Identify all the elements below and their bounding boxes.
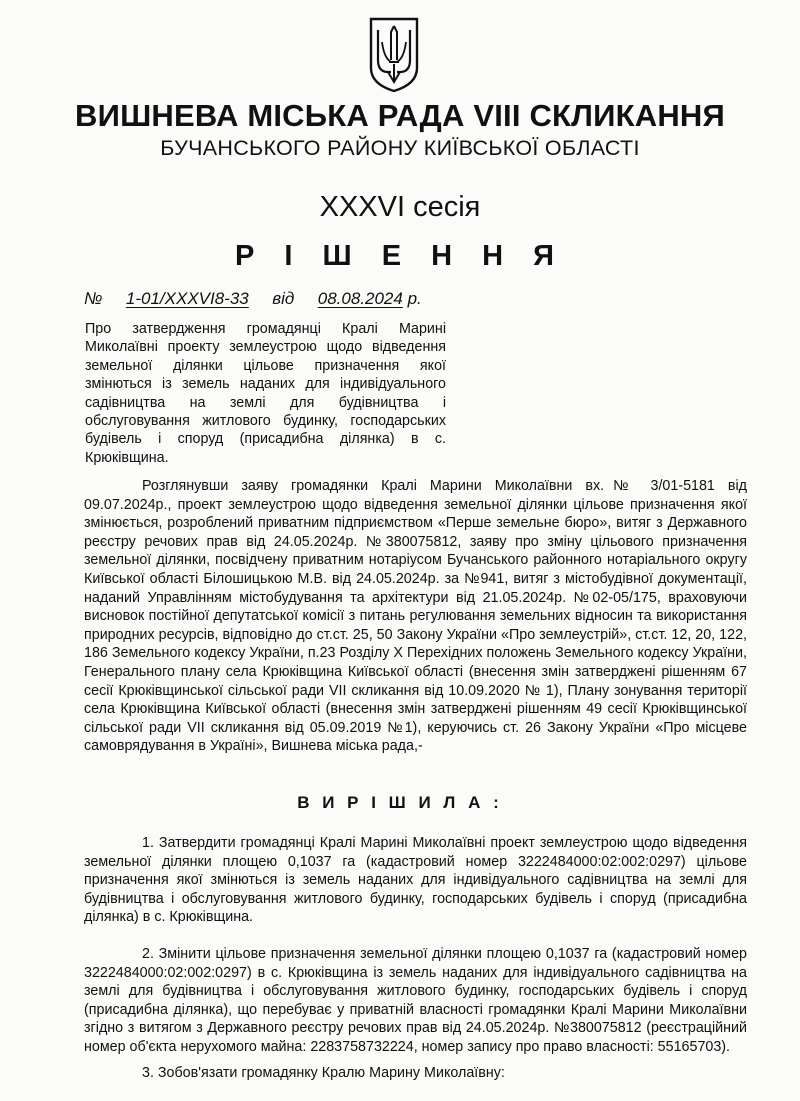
resolution-item-3: 3. Зобов'язати громадянку Кралю Марину Миколаївну: <box>142 1065 505 1081</box>
decision-number-line <box>84 289 422 309</box>
decision-subject: Про затвердження громадянці Кралі Марині Миколаївні проекту землеустрою щодо відведення земельної ділянки цільове призначення якої змінються із земель наданих для індивідуального садівництва на землі для будівництва і обслуговування житлового будинку, господарських будівель і споруд (присадибна ділянка) в с. Крюківщина. <box>85 321 446 466</box>
resolution-item-2: 2. Змінити цільове призначення земельної ділянки площею 0,1037 га (кадастровий номер 3222484000:02:002:0297) в с. Крюківщина із земель наданих для індивідуального садівництва на землі для будівництва і обслуговування житлового будинку, господарських будівель і споруд (присадибна ділянка), що перебуває у приватній власності громадянки Кралі Марини Миколаївни згідно з витягом з Державного реєстру речових прав від 24.05.2024р. №380075812 (реєстраційний номер об'єкта нерухомого майна: 2283758732224, номер запису про право власності: 55165703). <box>84 946 747 1055</box>
council-title: ВИШНЕВА МІСЬКА РАДА VIII СКЛИКАННЯ <box>75 98 725 133</box>
decision-number: 1-01/XXXVI8-33 <box>125 289 249 308</box>
session-title: XXXVI сесія <box>319 191 481 223</box>
resolved-heading: В И Р І Ш И Л А : <box>297 793 503 812</box>
number-sign: № <box>84 289 103 308</box>
preamble-paragraph: Розглянувши заяву громадянки Кралі Марини Миколаївни вх.№ 3/01-5181 від 09.07.2024р., проект землеустрою щодо відведення земельної ділянки цільове призначення якої змінюється, розроблений приватним підприємством «Перше земельне бюро», витяг з Державного реєстру речових прав від 24.05.2024р. №380075812, заяву про зміну цільового призначення земельної ділянки, посвідчену приватним нотаріусом Бучанського районного нотаріального округу Київської області Білошицькою М.В. від 24.05.2024р. за №941, витяг з містобудівної документації, наданий Управлінням містобудування та архітектури від 21.05.2024р. №02-05/175, враховуючи висновок постійної депутатської комісії з питань регулювання земельних відносин та використання природних ресурсів, відповідно до ст.ст. 25, 50 Закону України «Про землеустрій», ст.ст. 12, 20, 122, 186 Земельного кодексу України, п.23 Розділу X Перехідних положень Земельного кодексу України, Генерального плану села Крюківщина Київської області (внесення змін затверджені рішенням 67 сесії Крюківщинської сільської ради VII скликання від 10.09.2020 № 1), Плану зонування території села Крюківщина Київської області (внесення змін затверджені рішенням 49 сесії Крюківщинської сільської ради VII скликання від 05.09.2019 №1), керуючись ст. 26 Закону України «Про місцеве самоврядування в Україні», Вишнева міська рада,- <box>84 478 747 755</box>
resolution-item-1: 1. Затвердити громадянці Кралі Марині Миколаївні проект землеустрою щодо відведення земельної ділянки площею 0,1037 га (кадастровий номер 3222484000:02:002:0297) цільове призначення якої змінються із земель наданих для індивідуального садівництва на землі для будівництва і обслуговування житлового будинку, господарських будівель і споруд (присадибна ділянка) в с. Крюківщина. <box>84 835 747 926</box>
document-type-heading: Р І Ш Е Н Н Я <box>235 240 565 272</box>
from-word: від <box>272 289 295 308</box>
tryzub-coat-of-arms-icon <box>368 16 420 94</box>
year-suffix: р. <box>407 289 422 308</box>
district-subtitle: БУЧАНСЬКОГО РАЙОНУ КИЇВСЬКОЇ ОБЛАСТІ <box>160 136 640 160</box>
decision-date: 08.08.2024 <box>317 289 403 308</box>
